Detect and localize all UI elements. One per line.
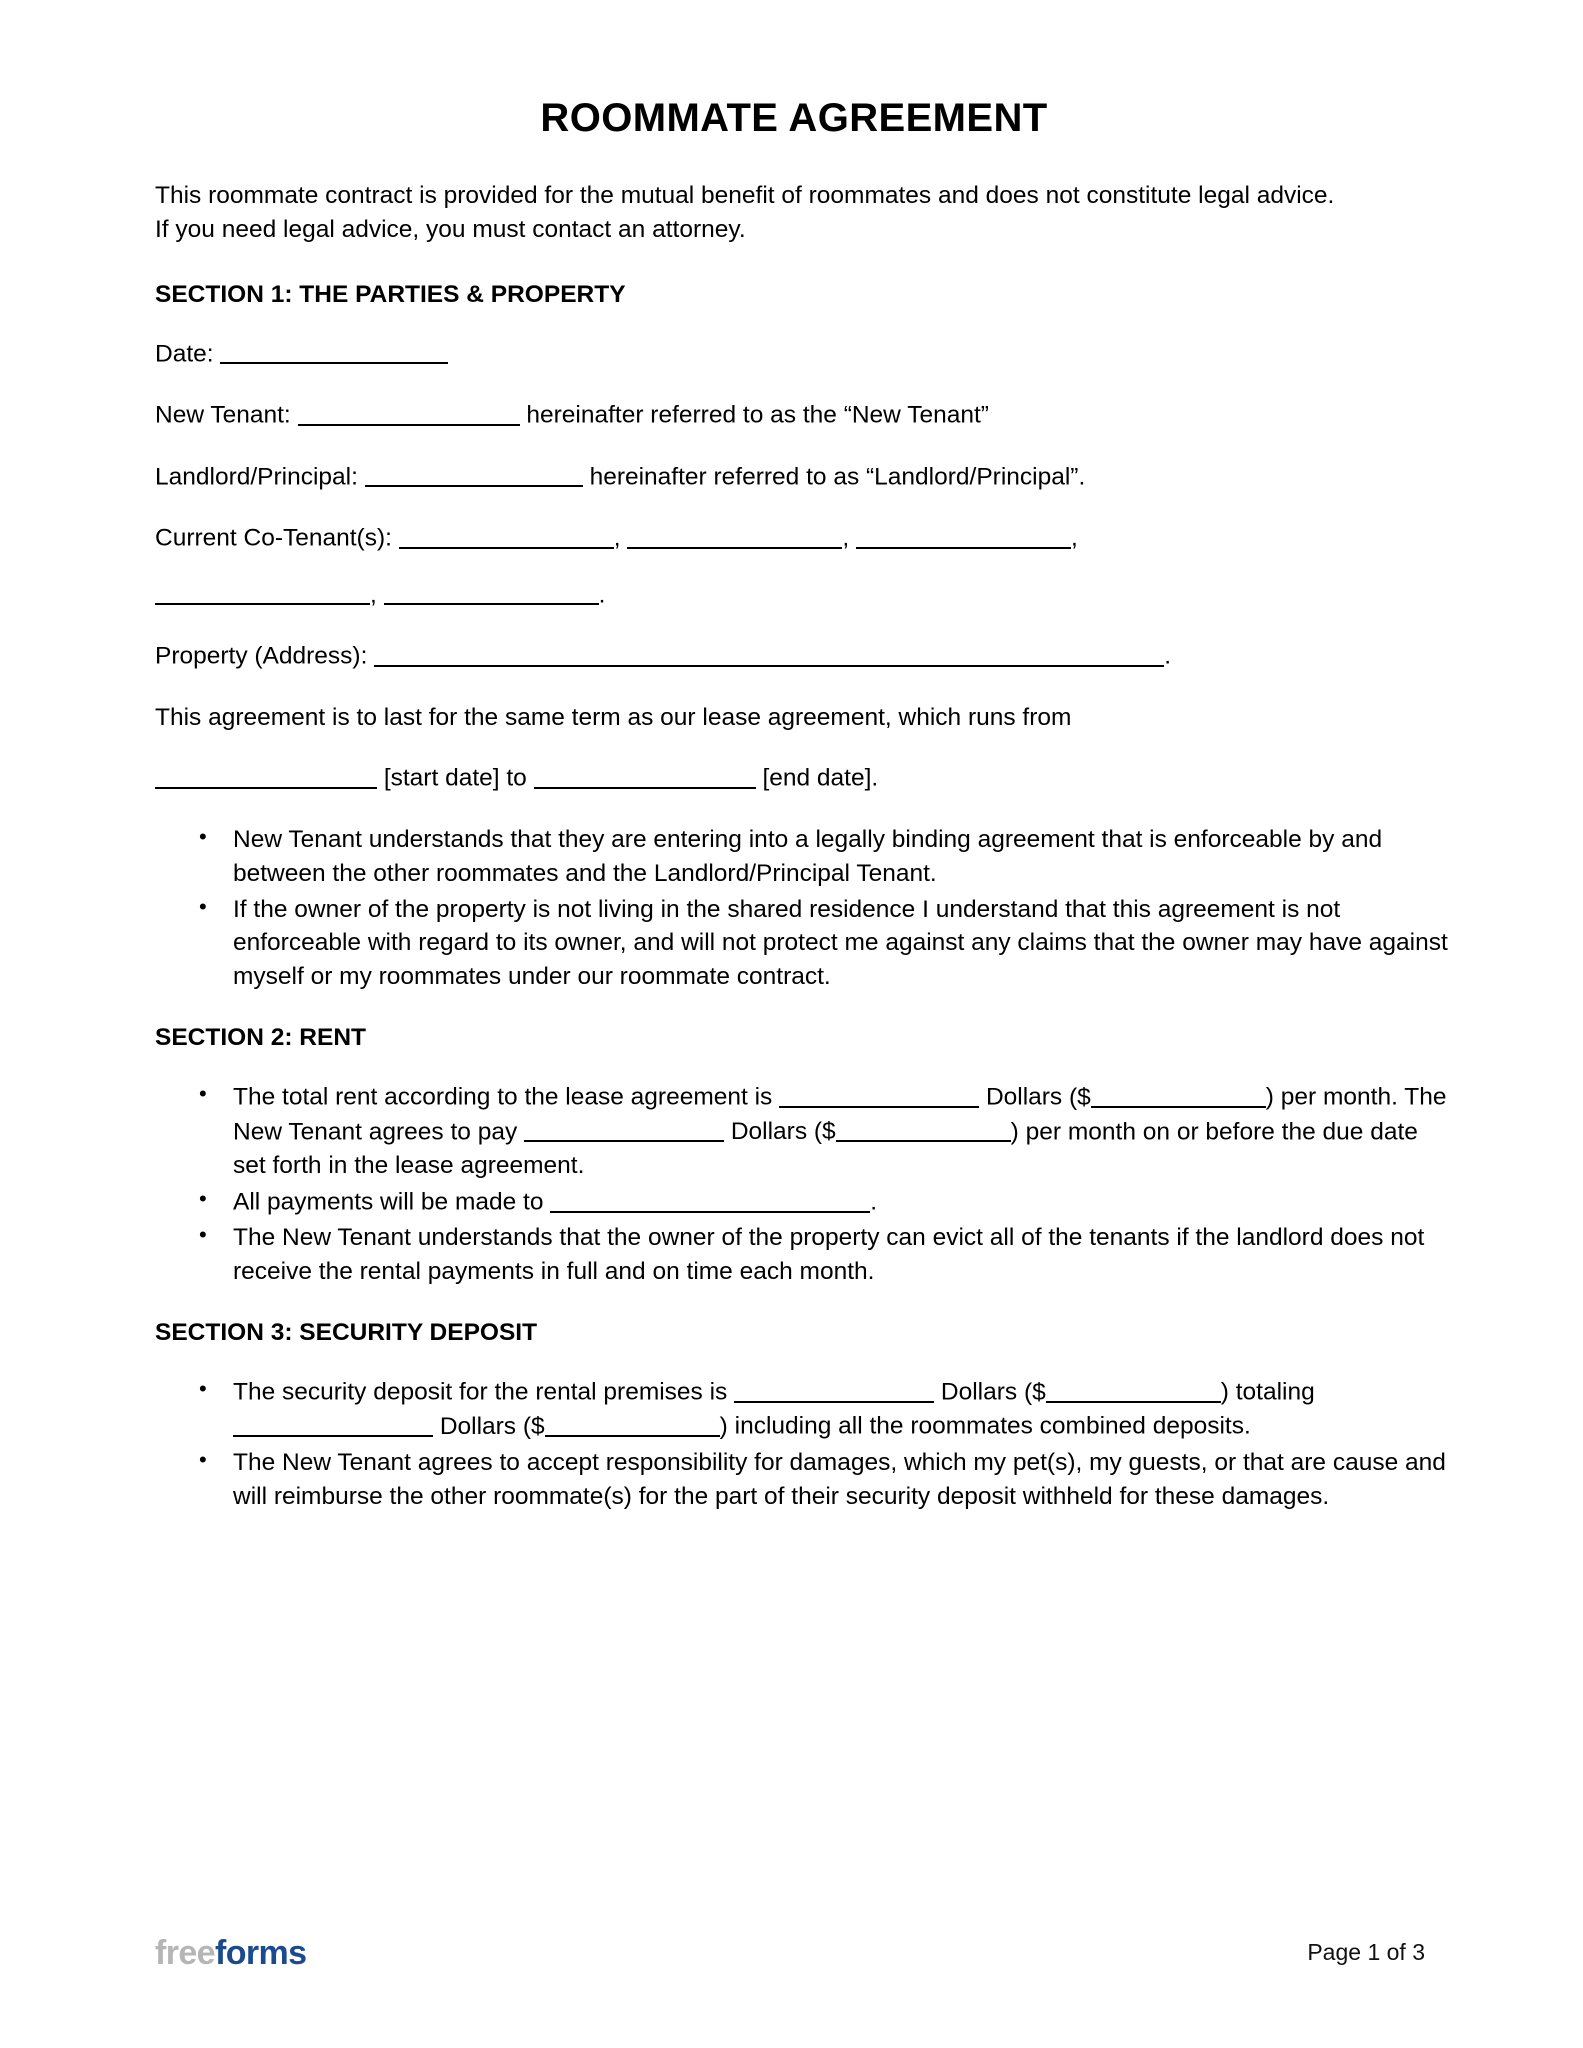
tenant-share-words-blank[interactable]	[524, 1115, 724, 1143]
deposit-text-7: including all the roommates combined deposits.	[734, 1413, 1251, 1441]
list-item: • If the owner of the property is not living in the shared residence I understand that this agreement is not enforceable with regard to its owner, and will not protect me against any claims that the owner may have against myself or my roommates under our roommate contract.	[155, 893, 1453, 994]
section-3-heading: SECTION 3: SECURITY DEPOSIT	[155, 1318, 538, 1346]
page-number: Page 1 of 3	[1307, 1939, 1425, 1965]
freeforms-logo	[155, 1936, 306, 1970]
payments-text-1: All payments will be made to	[233, 1188, 544, 1216]
cotenant-period: .	[598, 581, 606, 609]
property-period: .	[1164, 642, 1172, 670]
cotenant-blank-1[interactable]	[399, 521, 614, 549]
new-tenant-label: New Tenant:	[155, 401, 291, 429]
intro-paragraph: This roommate contract is provided for the mutual benefit of roommates and does not constitute legal advice. If you need legal advice, you must contact an attorney.	[155, 182, 1335, 243]
landlord-blank[interactable]	[365, 460, 583, 488]
payments-period: .	[870, 1188, 878, 1216]
rent-text-4: ) per month. The New Tenant agrees to pay	[233, 1083, 1447, 1146]
new-tenant-line	[155, 398, 1365, 433]
deposit-text-3: ($	[1023, 1378, 1046, 1406]
total-rent-words-blank[interactable]	[779, 1080, 979, 1108]
rent-text-2: Dollars	[985, 1083, 1063, 1111]
cotenants-line-2	[155, 578, 1365, 613]
deposit-text-6: )	[719, 1413, 728, 1441]
cotenant-blank-4[interactable]	[155, 578, 370, 606]
list-item-payments	[155, 1185, 1453, 1220]
lease-term-intro: This agreement is to last for the same term as our lease agreement, which runs from	[155, 703, 1072, 731]
total-rent-amount-blank[interactable]	[1091, 1080, 1266, 1108]
start-date-blank[interactable]	[155, 761, 377, 789]
section-3-bullet-list	[155, 1375, 1453, 1514]
rent-text-5: Dollars ($	[730, 1118, 836, 1146]
landlord-line	[155, 460, 1365, 495]
deposit-text-2: Dollars	[940, 1378, 1018, 1406]
cotenant-comma-4: ,	[370, 581, 377, 609]
date-label: Date:	[155, 340, 214, 368]
section-2-heading: SECTION 2: RENT	[155, 1023, 366, 1051]
cotenants-label: Current Co-Tenant(s):	[155, 524, 392, 552]
cotenant-comma-2: ,	[842, 524, 850, 552]
page-footer	[155, 1936, 1453, 1970]
date-line	[155, 337, 1365, 372]
cotenant-comma-1: ,	[613, 524, 621, 552]
deposit-total-amount-blank[interactable]	[545, 1409, 720, 1437]
cotenant-comma-3: ,	[1070, 524, 1078, 552]
lease-term-dates	[155, 761, 1365, 796]
property-address-blank[interactable]	[374, 639, 1164, 667]
list-item-rent	[155, 1080, 1453, 1183]
section-1-heading: SECTION 1: THE PARTIES & PROPERTY	[155, 280, 626, 308]
deposit-text-1: The security deposit for the rental premises is	[233, 1378, 728, 1406]
cotenants-line-1	[155, 521, 1365, 556]
section-2-bullet-list	[155, 1080, 1453, 1289]
end-date-blank[interactable]	[534, 761, 756, 789]
section-1-bullet-list	[155, 823, 1453, 994]
deposit-amount-blank[interactable]	[1046, 1375, 1221, 1403]
deposit-text-4: ) totaling	[1220, 1378, 1315, 1406]
end-date-label: [end date].	[762, 765, 879, 793]
cotenant-blank-2[interactable]	[627, 521, 842, 549]
landlord-suffix: hereinafter referred to as “Landlord/Principal”.	[589, 463, 1086, 491]
payments-recipient-blank[interactable]	[550, 1185, 870, 1213]
list-item-evict: • The New Tenant understands that the owner of the property can evict all of the tenants if the landlord does not receive the rental payments in full and on time each month.	[155, 1221, 1453, 1289]
deposit-words-blank[interactable]	[734, 1375, 934, 1403]
start-date-label: [start date] to	[383, 765, 527, 793]
landlord-label: Landlord/Principal:	[155, 463, 358, 491]
rent-text-3: ($	[1069, 1083, 1091, 1111]
logo-text-forms: forms	[214, 1934, 307, 1972]
deposit-text-5: Dollars ($	[439, 1413, 545, 1441]
deposit-total-words-blank[interactable]	[233, 1409, 433, 1437]
logo-text-free: free	[155, 1934, 215, 1972]
rent-text-6: ) per month on or before the due date set forth in the lease agreement.	[233, 1118, 1418, 1180]
list-item-damages: • The New Tenant agrees to accept responsibility for damages, which my pet(s), my guests, or that are cause and will reimburse the other roommate(s) for the part of their security deposit withheld for these damages.	[155, 1446, 1453, 1514]
cotenant-blank-5[interactable]	[384, 578, 599, 606]
page-title: ROOMMATE AGREEMENT	[540, 96, 1048, 140]
tenant-share-amount-blank[interactable]	[836, 1115, 1011, 1143]
property-label: Property (Address):	[155, 642, 368, 670]
rent-text-1: The total rent according to the lease agreement is	[233, 1083, 773, 1111]
date-blank[interactable]	[220, 337, 448, 365]
new-tenant-suffix: hereinafter referred to as the “New Tenant”	[526, 401, 989, 429]
property-address-line	[155, 639, 1365, 674]
list-item-deposit	[155, 1375, 1453, 1444]
new-tenant-blank[interactable]	[298, 398, 520, 426]
list-item: • New Tenant understands that they are entering into a legally binding agreement that is enforceable by and between the other roommates and the Landlord/Principal Tenant.	[155, 823, 1453, 891]
cotenant-blank-3[interactable]	[856, 521, 1071, 549]
